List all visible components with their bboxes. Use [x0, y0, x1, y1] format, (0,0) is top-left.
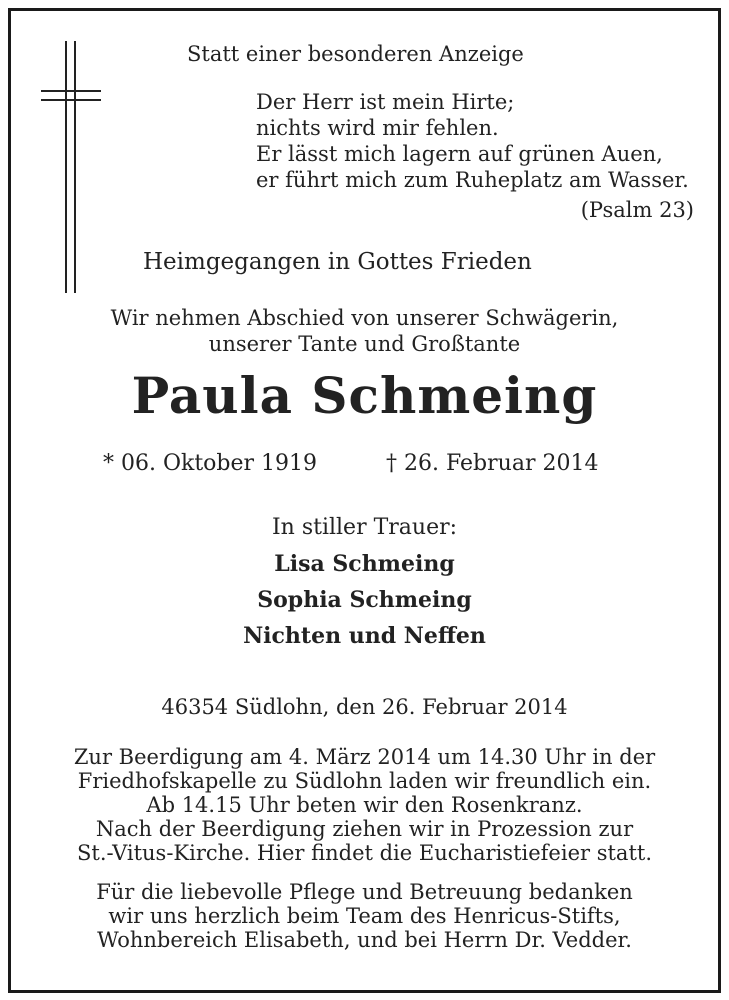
death-date: † 26. Februar 2014 — [386, 451, 599, 476]
funeral-line: Zur Beerdigung am 4. März 2014 um 14.30 Uhr in der — [73, 745, 656, 769]
birth-date: * 06. Oktober 1919 — [103, 451, 318, 476]
mourners-heading: In stiller Trauer: — [271, 515, 458, 540]
psalm-line: Der Herr ist mein Hirte; — [256, 90, 515, 114]
funeral-line: Ab 14.15 Uhr beten wir den Rosenkranz. — [146, 793, 583, 817]
thanks-line: Wohnbereich Elisabeth, und bei Herrn Dr. Vedder. — [97, 928, 632, 952]
mourner-name: Lisa Schmeing — [274, 551, 455, 577]
psalm-source: (Psalm 23) — [580, 198, 694, 222]
mourner-name: Sophia Schmeing — [257, 587, 472, 613]
psalm-line: Er lässt mich lagern auf grünen Auen, — [256, 142, 663, 166]
funeral-line: Friedhofskapelle zu Südlohn laden wir freundlich ein. — [77, 769, 652, 793]
obituary-frame — [8, 8, 721, 993]
passed-text: Heimgegangen in Gottes Frieden — [143, 249, 532, 275]
psalm-line: nichts wird mir fehlen. — [256, 116, 499, 140]
farewell-line: Wir nehmen Abschied von unserer Schwägerin, — [110, 306, 619, 330]
thanks-line: Für die liebevolle Pflege und Betreuung bedanken — [96, 880, 633, 904]
cross-icon — [41, 41, 101, 293]
psalm-line: er führt mich zum Ruheplatz am Wasser. — [256, 168, 689, 192]
place-date: 46354 Südlohn, den 26. Februar 2014 — [161, 695, 568, 719]
mourner-name: Nichten und Neffen — [243, 623, 486, 649]
thanks-line: wir uns herzlich beim Team des Henricus-Stifts, — [108, 904, 621, 928]
funeral-line: Nach der Beerdigung ziehen wir in Prozession zur — [95, 817, 634, 841]
intro-text: Statt einer besonderen Anzeige — [187, 42, 524, 66]
farewell-line: unserer Tante und Großtante — [208, 332, 521, 356]
deceased-name: Paula Schmeing — [131, 366, 598, 425]
funeral-line: St.-Vitus-Kirche. Hier findet die Eucharistiefeier statt. — [77, 841, 652, 865]
